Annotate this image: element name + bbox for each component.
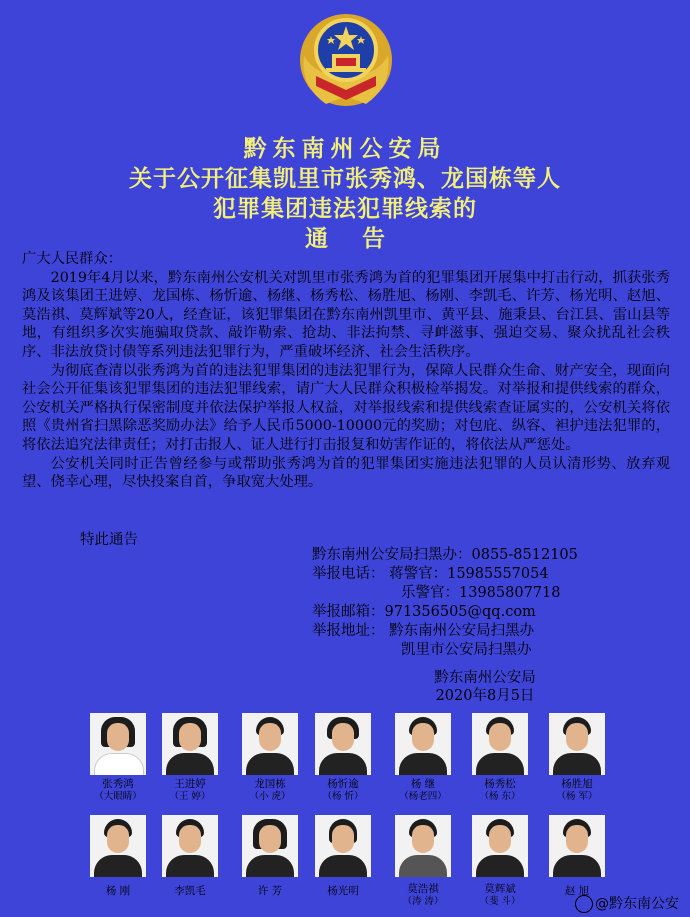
suspect-alias: （斐 斗） [479, 896, 521, 907]
suspect-card [545, 815, 609, 898]
contact-office: 黔东南州公安局扫黑办：0855-8512105 [312, 547, 578, 563]
signature-date: 2020年8月5日 [435, 688, 535, 704]
suspect-card [86, 713, 150, 803]
contact-phone-1: 举报电话： 蒋警官：15985557054 [312, 566, 549, 582]
suspect-name: 李凯毛 [174, 885, 206, 897]
suspect-name: 莫辉斌 [484, 883, 516, 895]
suspect-card [391, 713, 455, 803]
suspect-photo [162, 713, 218, 775]
suspect-alias: （杨老四） [399, 791, 447, 802]
watermark-text: @黔东南公安 [595, 896, 679, 912]
title-subject-line2: 犯罪集团违法犯罪线索的 [213, 195, 477, 222]
suspect-photo [472, 713, 528, 775]
suspect-name: 赵 旭 [564, 885, 590, 897]
suspect-name: 杨光明 [327, 885, 359, 897]
signature-block [400, 669, 570, 705]
notice-body [22, 250, 670, 492]
suspect-photo [395, 713, 451, 775]
suspect-card [86, 815, 150, 898]
suspect-card [158, 713, 222, 803]
contact-address-1: 举报地址： 黔东南州公安局扫黑办 [312, 623, 535, 639]
paragraph-3: 公安机关同时正告曾经参与或帮助张秀鸿为首的犯罪集团实施违法犯罪的人员认清形势、放弃观望、侥幸心理，尽快投案自首，争取宽大处理。 [22, 455, 670, 491]
suspect-card [238, 815, 302, 898]
suspect-card [311, 815, 375, 898]
suspect-name: 杨 继 [410, 778, 436, 790]
suspect-card [545, 713, 609, 803]
suspect-card [468, 713, 532, 803]
contact-email: 举报邮箱：971356505@qq.com [312, 604, 536, 620]
suspect-photo [549, 713, 605, 775]
suspect-card [468, 815, 532, 908]
suspect-photo [162, 815, 218, 877]
suspect-alias: （涛 涛） [402, 896, 444, 907]
suspect-photo [315, 713, 371, 775]
suspect-name: 张秀鸿 [102, 778, 134, 790]
weibo-watermark [575, 893, 679, 913]
police-emblem-icon [296, 6, 396, 110]
suspect-photo [90, 815, 146, 877]
signature-org: 黔东南州公安局 [434, 670, 536, 686]
suspect-photo [90, 713, 146, 775]
salutation: 广大人民群众： [22, 251, 123, 267]
suspect-card [391, 815, 455, 908]
suspect-alias: （杨 军） [556, 791, 598, 802]
closing-phrase: 特此通告 [80, 532, 138, 548]
suspect-photo [395, 815, 451, 877]
suspect-card [238, 713, 302, 803]
suspect-name: 龙国栋 [254, 778, 286, 790]
title-bureau: 黔东南州公安局 [243, 135, 447, 162]
suspect-name: 王进婷 [174, 778, 206, 790]
contact-address-2: 凯里市公安局扫黑办 [401, 642, 532, 658]
paragraph-2: 为彻底查清以张秀鸿为首的违法犯罪集团的违法犯罪行为，保障人民群众生命、财产安全，现面向社会公开征集该犯罪集团的违法犯罪线索，请广大人民群众积极检举揭发。对举报和提供线索的群众，公安机关严格执行保密制度并依法保护举报人权益，对举报线索和提供线索查证属实的，公安机关将依照《贵州省扫黑除恶奖励办法》给予人民币5000-10000元的奖励；对包庇、纵容、袒护违法犯罪的，将依法追究法律责任；对打击报人、证人进行打击报复和妨害作证的，将依法从严惩处。 [22, 362, 670, 453]
suspect-alias: （杨 忻） [322, 791, 364, 802]
title-subject-line1: 关于公开征集凯里市张秀鸿、龙国栋等人 [129, 165, 561, 192]
suspect-photo [315, 815, 371, 877]
suspect-name: 杨秀松 [484, 778, 516, 790]
contact-block [312, 546, 578, 660]
suspect-name: 莫浩祺 [407, 883, 439, 895]
suspect-photo [549, 815, 605, 877]
paragraph-1: 2019年4月以来，黔东南州公安机关对凯里市张秀鸿为首的犯罪集团开展集中打击行动，抓获张秀鸿及该集团王进婷、龙国栋、杨忻逾、杨继、杨秀松、杨胜旭、杨刚、李凯毛、许芳、杨光明、赵旭、莫浩祺、莫辉斌等20人，经查证，该犯罪集团在黔东南州凯里市、黄平县、施秉县、台江县、雷山县等地，有组织多次实施骗取贷款、敲诈勒索、抢劫、非法拘禁、寻衅滋事、强迫交易、聚众扰乱社会秩序、非法放贷讨债等系列违法犯罪行为，严重破坏经济、社会生活秩序。 [22, 269, 670, 360]
suspect-name: 杨忻逾 [327, 778, 359, 790]
suspect-name: 杨胜旭 [561, 778, 593, 790]
suspect-alias: （大眼睛） [94, 791, 142, 802]
suspect-alias: （王 婷） [169, 791, 211, 802]
suspect-photo [242, 713, 298, 775]
suspect-name: 杨 刚 [105, 885, 131, 897]
suspect-card [158, 815, 222, 898]
contact-phone-2: 乐警官：13985807718 [401, 585, 561, 601]
suspect-alias: （小 虎） [249, 791, 291, 802]
suspect-alias: （杨 东） [479, 791, 521, 802]
suspect-photo [242, 815, 298, 877]
weibo-icon [575, 895, 593, 913]
notice-title-block [0, 134, 690, 254]
suspect-card [311, 713, 375, 803]
title-notice: 通告 [305, 225, 419, 252]
suspect-name: 许 芳 [257, 885, 283, 897]
suspect-photo [472, 815, 528, 877]
